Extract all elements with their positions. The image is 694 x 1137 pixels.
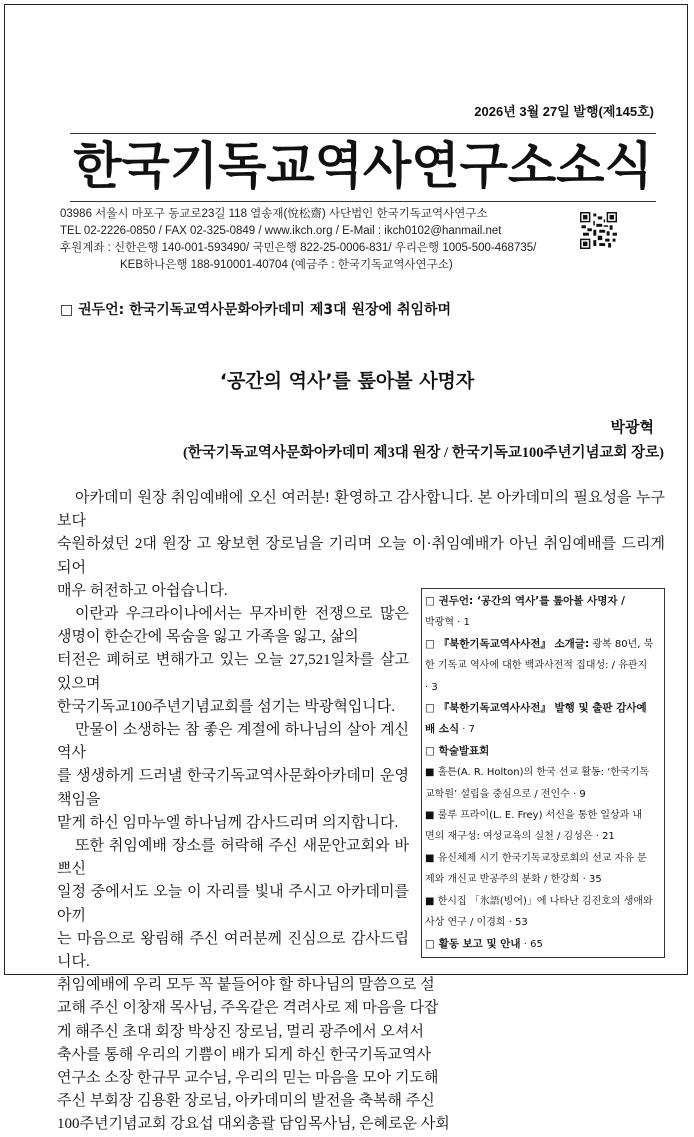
body-line: 이란과 우크라이나에서는 무자비한 전쟁으로 많은 생명이 한순간에 목숨을 잃고 가족을 잃고, 삶의	[57, 606, 409, 646]
toc-line	[425, 869, 661, 890]
toc-line	[425, 826, 661, 847]
newsletter-title: 한국기독교역사연구소소식	[73, 137, 653, 195]
toc-line-bold: 배 소식	[425, 723, 460, 736]
body-line: 연구소 소장 한규무 교수님, 우리의 믿는 마음을 모아 기도해	[57, 1070, 439, 1087]
body-line: 게 해주신 초대 회장 박상진 장로님, 멀리 광주에서 오셔서	[57, 1023, 425, 1040]
body-line: 를 생생하게 드러낼 한국기독교역사문화아카데미 운영책임을	[57, 768, 409, 808]
article-body	[57, 487, 665, 1137]
toc-line-text: · 3	[425, 681, 438, 693]
author-affiliation: (한국기독교역사문화아카데미 제3대 원장 / 한국기독교100주년기념교회 장로)	[182, 445, 664, 461]
toc-line-text: · 65	[520, 938, 543, 950]
toc-line	[425, 591, 661, 612]
body-line: 일정 중에서도 오늘 이 자리를 빛내 주시고 아카데미를 아끼	[57, 884, 409, 924]
contact-info: TEL 02-2226-0850 / FAX 02-325-0849 / www.ikch.org / E-Mail : ikch0102@hanmail.net	[60, 225, 502, 237]
body-line: 취임예배에 우리 모두 꼭 붙들어야 할 하나님의 말씀으로 설	[57, 977, 435, 994]
toc-line-text: 박광혁 · 1	[425, 617, 470, 629]
bottom-rule	[70, 201, 656, 202]
body-line: 숙원하셨던 2대 원장 고 왕보현 장로님을 기리며 오늘 이·취임예배가 아닌 취임예배를 드리게 되어	[57, 536, 665, 576]
toc-line	[425, 805, 661, 826]
body-line: 한국기독교100주년기념교회를 섬기는 박광혁입니다.	[57, 698, 396, 715]
toc-line-text: ■ 룰루 프라이(L. E. Frey) 서신을 통한 일상과 내	[425, 810, 643, 822]
toc-line	[425, 912, 661, 933]
toc-line-bold: □ 『북한기독교역사사전』 소개글:	[425, 637, 590, 650]
body-line: 축사를 통해 우리의 기쁨이 배가 되게 하신 한국기독교역사	[57, 1046, 432, 1063]
toc-line-text: · 7	[459, 724, 475, 736]
body-line: 만물이 소생하는 참 좋은 계절에 하나님의 살아 계신 역사	[57, 722, 409, 762]
toc-line	[425, 698, 661, 719]
toc-line	[425, 655, 661, 676]
body-line: 터전은 폐허로 변해가고 있는 오늘 27,521일차를 살고 있으며	[57, 652, 409, 692]
toc-line-bold: □ 활동 보고 및 안내	[425, 937, 521, 950]
qr-code-icon	[580, 212, 617, 249]
toc-line-text: 한 기독교 역사에 대한 백과사전적 집대성: / 유관지	[425, 660, 648, 672]
body-line: 100주년기념교회 강요섭 대외총괄 담임목사님, 은혜로운 사회	[57, 1116, 450, 1133]
toc-line-text: 면의 재구성: 여성교육의 실천 / 김성은 · 21	[425, 831, 615, 843]
body-line: 또한 취임예배 장소를 허락해 주신 새문안교회와 바쁘신	[57, 838, 409, 878]
toc-line	[425, 612, 661, 633]
table-of-contents-box	[421, 588, 665, 958]
section-heading: □ 권두언: 한국기독교역사문화아카데미 제3대 원장에 취임하며	[60, 302, 452, 318]
body-line: 주신 부회장 김용환 장로님, 아카데미의 발전을 축복해 주신	[57, 1093, 435, 1110]
toc-line-text: 사상 연구 / 이경희 · 53	[425, 917, 528, 929]
toc-line-bold: □ 학술발표회	[425, 744, 490, 757]
toc-line	[425, 848, 661, 869]
donation-accounts-2: KEB하나은행 188-910001-40704 (예금주 : 한국기독교역사연구소)	[120, 259, 453, 271]
body-line: 맡게 하신 임마누엘 하나님께 감사드리며 의지합니다.	[57, 814, 399, 831]
toc-line	[425, 634, 661, 655]
donation-accounts: 후원계좌 : 신한은행 140-001-593490/ 국민은행 822-25-0006-831/ 우리은행 1005-500-468735/	[60, 242, 537, 254]
header-info	[60, 206, 570, 274]
toc-line-text: 광복 80년, 북	[589, 638, 654, 650]
body-line: 교해 주신 이창재 목사님, 주옥같은 격려사로 제 마음을 다잡	[57, 1000, 439, 1017]
body-line: 아카데미 원장 취임예배에 오신 여러분! 환영하고 감사합니다. 본 아카데미의 필요성을 누구보다	[57, 490, 665, 530]
toc-line	[425, 741, 661, 762]
toc-line	[425, 784, 661, 805]
address: 03986 서울시 마포구 동교로23길 118 열송재(悅松齋) 사단법인 한국기독교역사연구소	[60, 208, 488, 220]
toc-line	[425, 719, 661, 740]
toc-line-bold: □ 『북한기독교역사사전』 발행 및 출판 감사예	[425, 702, 647, 715]
toc-line	[425, 677, 661, 698]
body-line: 는 마음으로 왕림해 주신 여러분께 진심으로 감사드립니다.	[57, 930, 409, 971]
toc-line-text: 교학원’ 설립을 중심으로 / 전인수 · 9	[425, 788, 586, 800]
toc-line-text: ■ 유신체제 시기 한국기독교장로회의 선교 자유 문	[425, 852, 647, 864]
toc-line-text: 제와 개신교 반공주의 분화 / 한강희 · 35	[425, 874, 602, 886]
toc-line-text: ■ 홀튼(A. R. Holton)의 한국 선교 활동: ‘한국기독	[425, 767, 650, 779]
toc-line-bold: □ 권두언: ‘공간의 역사’를 톺아볼 사명자 /	[425, 595, 626, 607]
toc-line	[425, 891, 661, 912]
toc-line-text: ■ 한시집 「氷語(빙어)」에 나타난 김진호의 생애와	[425, 895, 653, 907]
toc-line	[425, 762, 661, 783]
article-author: 박광혁	[610, 420, 654, 436]
issue-date: 2026년 3월 27일 발행(제145호)	[474, 104, 654, 119]
body-line: 매우 허전하고 아쉽습니다.	[57, 582, 228, 599]
toc-line	[425, 934, 661, 955]
article-headline: ‘공간의 역사’를 톺아볼 사명자	[219, 370, 475, 392]
